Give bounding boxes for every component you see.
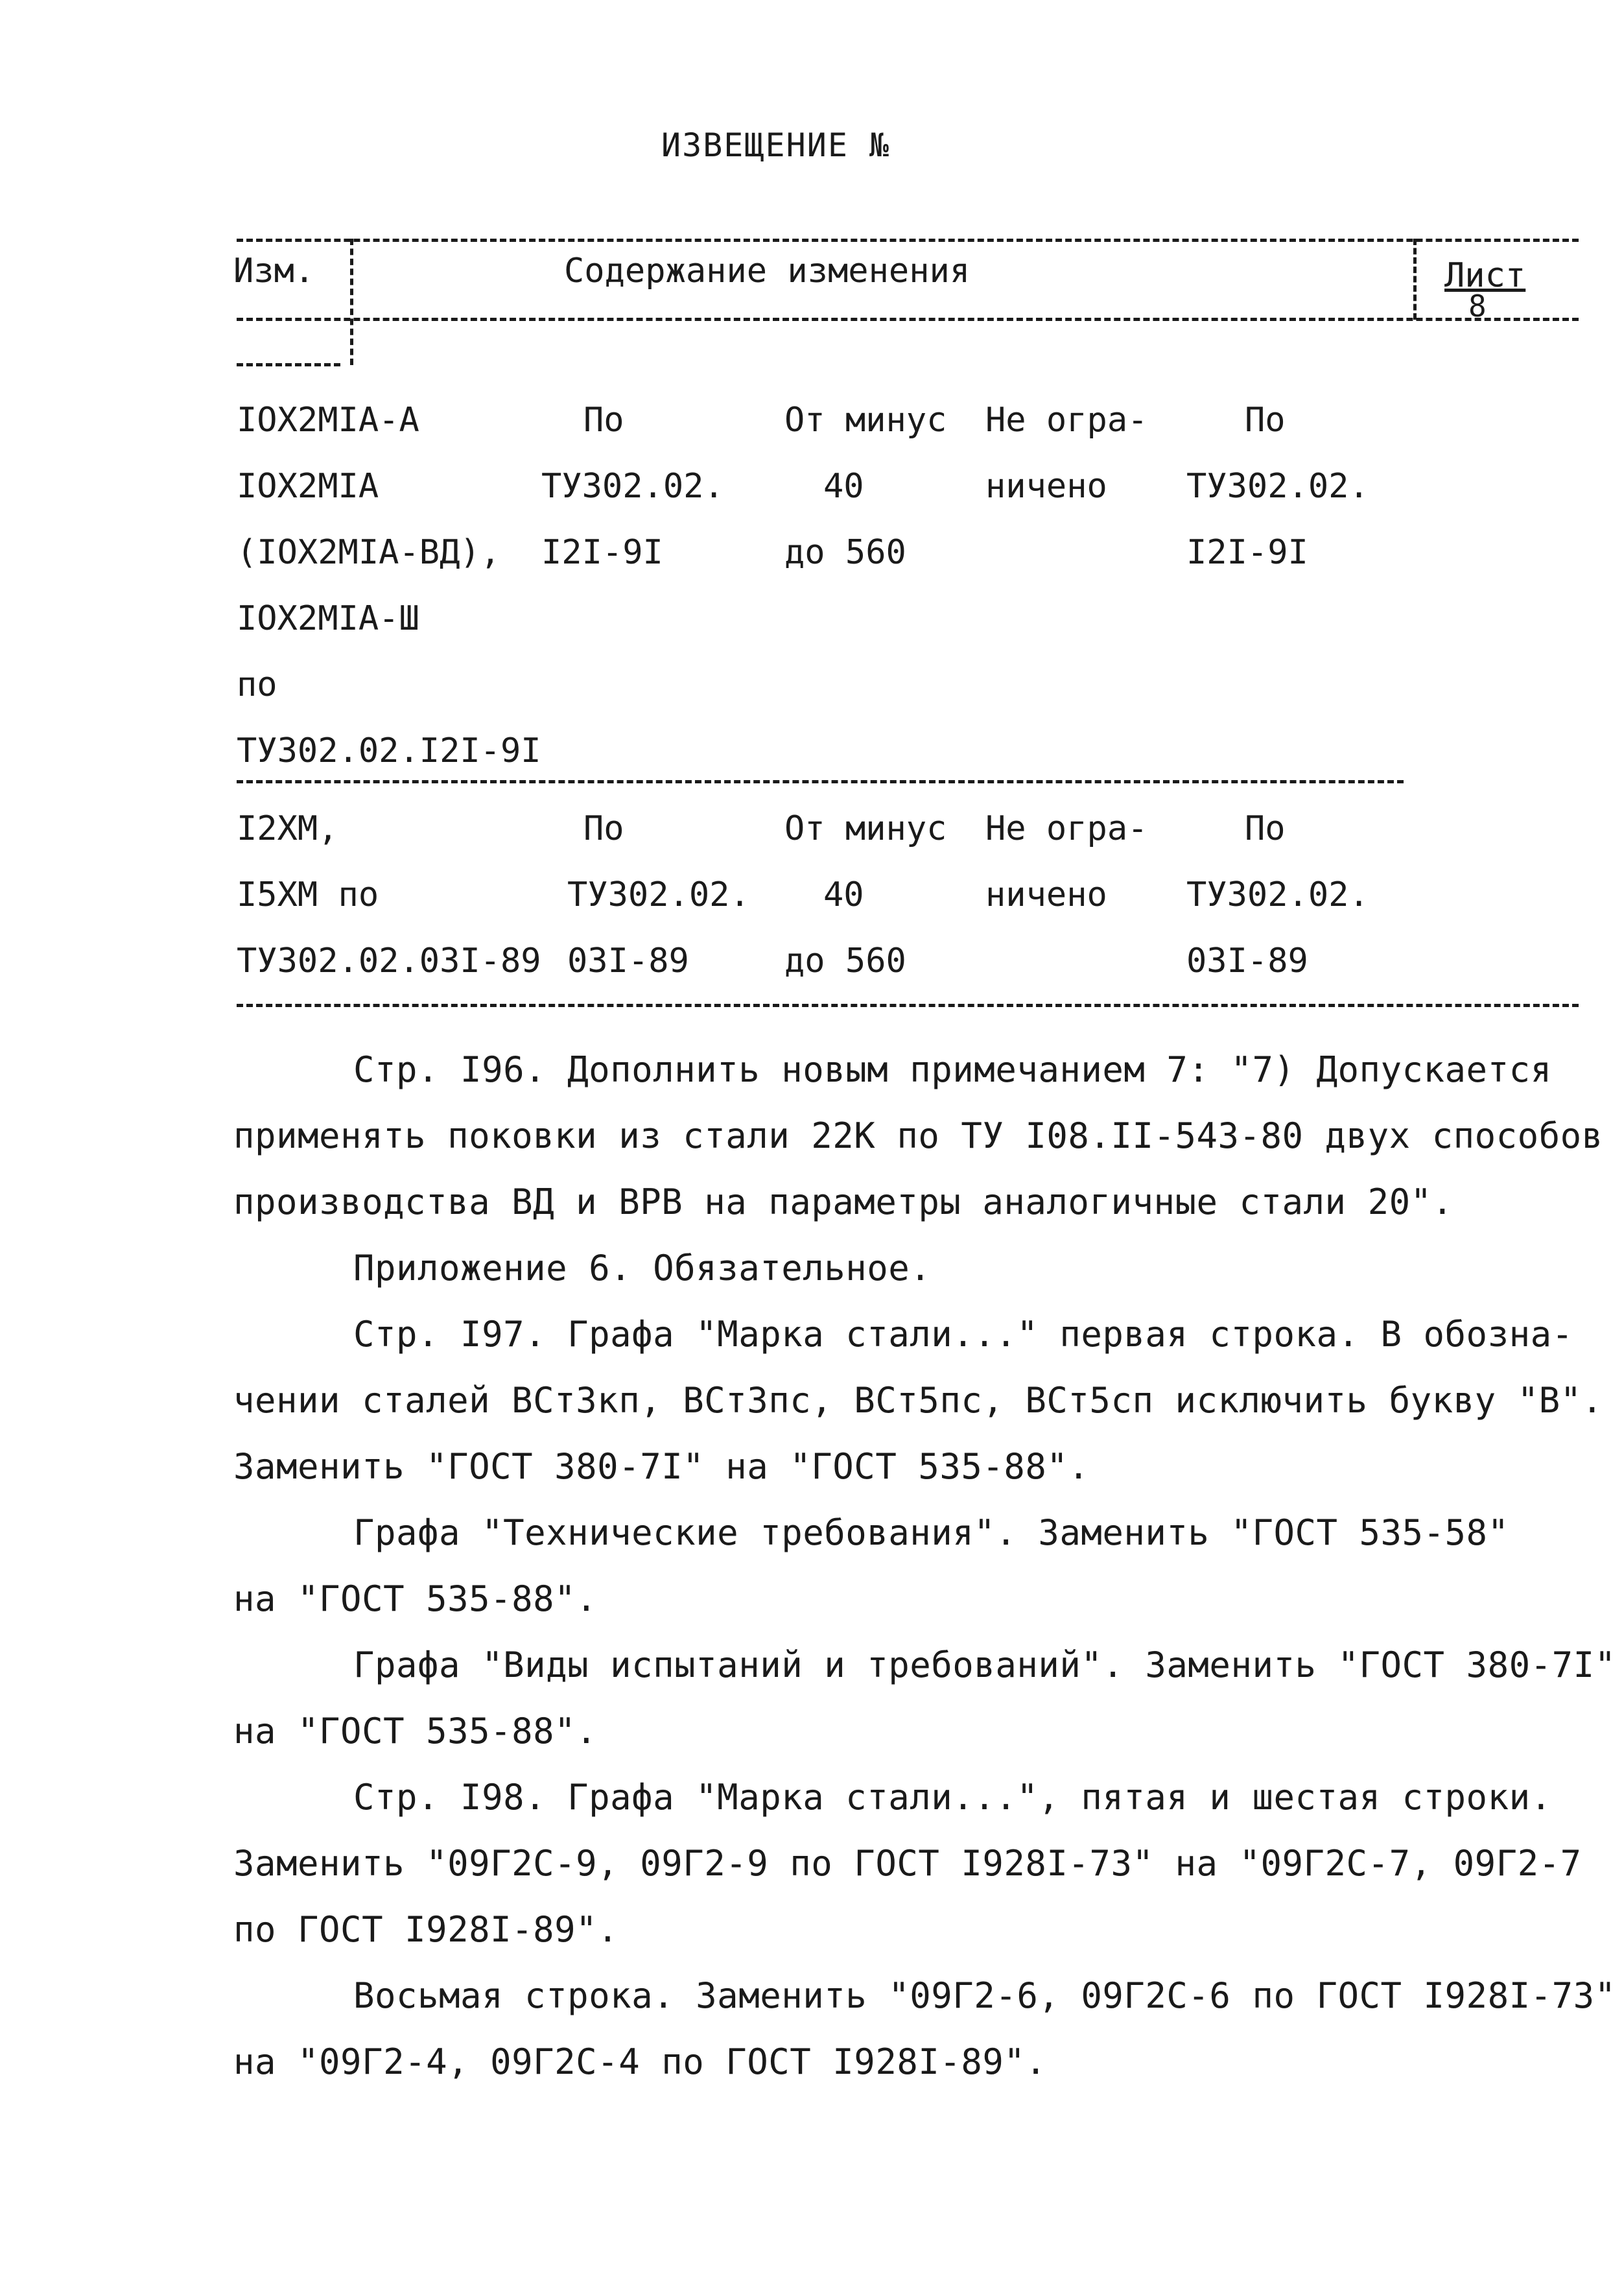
spec-line: По (583, 401, 624, 440)
header-mid-rule (237, 318, 1579, 321)
grade-line: ТУ302.02.03I-89 (237, 942, 541, 980)
body-line: Стр. I98. Графа "Марка стали...", пятая и шестая строки. (353, 1777, 1552, 1818)
body-line: Графа "Технические требования". Заменить "ГОСТ 535-58" (353, 1512, 1509, 1553)
doc-line: ТУ302.02. (1186, 875, 1369, 914)
page-title: ИЗВЕЩЕНИЕ № (661, 126, 891, 164)
header-sheet-label: Лист (1444, 256, 1526, 295)
limit-line: ничено (985, 467, 1107, 506)
body-line: на "ГОСТ 535-88". (233, 1578, 598, 1619)
table-bottom-rule (237, 1004, 1579, 1007)
spec-line: ТУ302.02. (567, 875, 750, 914)
limit-line: Не огра- (985, 809, 1148, 848)
body-line: по ГОСТ I928I-89". (233, 1909, 619, 1950)
header-bottom-rule (237, 363, 340, 366)
grade-line: (IOX2MIA-ВД), (237, 533, 500, 572)
temp-line: От минус (784, 401, 947, 440)
body-line: Восьмая строка. Заменить "09Г2-6, 09Г2С-6 по ГОСТ I928I-73" (353, 1975, 1616, 2016)
body-line: Стр. I97. Графа "Марка стали..." первая строка. В обозна- (353, 1314, 1573, 1355)
body-line: применять поковки из стали 22К по ТУ I08.II-543-80 двух способов (233, 1115, 1603, 1156)
limit-line: ничено (985, 875, 1107, 914)
doc-line: ТУ302.02. (1186, 467, 1369, 506)
grade-line: ТУ302.02.I2I-9I (237, 731, 541, 770)
grade-line: IOX2MIA (237, 467, 379, 506)
grade-line: по (237, 665, 277, 704)
doc-line: I2I-9I (1186, 533, 1308, 572)
doc-line: 03I-89 (1186, 942, 1308, 980)
grade-line: IOX2MIA-A (237, 401, 419, 440)
grade-line: IOX2MIA-Ш (237, 599, 419, 638)
body-line: Стр. I96. Дополнить новым примечанием 7: "7) Допускается (353, 1049, 1552, 1090)
header-divider-left (350, 239, 353, 365)
header-content-label: Содержание изменения (564, 252, 971, 291)
doc-line: По (1245, 401, 1286, 440)
doc-line: По (1245, 809, 1286, 848)
body-line: на "ГОСТ 535-88". (233, 1711, 598, 1752)
grade-line: I2XM, (237, 809, 338, 848)
row-separator (237, 780, 1404, 783)
spec-line: ТУ302.02. (541, 467, 724, 506)
header-divider-right (1413, 239, 1417, 320)
spec-line: 03I-89 (567, 942, 689, 980)
temp-line: до 560 (784, 942, 906, 980)
temp-line: 40 (823, 875, 864, 914)
body-line: чении сталей ВСт3кп, ВСт3пс, ВСт5пс, ВСт5сп исключить букву "В". (233, 1380, 1603, 1421)
body-line: на "09Г2-4, 09Г2С-4 по ГОСТ I928I-89". (233, 2041, 1047, 2082)
body-line: Заменить "09Г2С-9, 09Г2-9 по ГОСТ I928I-73" на "09Г2С-7, 09Г2-7 (233, 1843, 1582, 1884)
temp-line: до 560 (784, 533, 906, 572)
header-top-rule (237, 239, 1579, 242)
header-sheet-number: 8 (1468, 289, 1487, 324)
spec-line: По (583, 809, 624, 848)
header-change-label: Изм. (233, 252, 315, 291)
grade-line: I5XM по (237, 875, 379, 914)
body-line: Приложение 6. Обязательное. (353, 1248, 932, 1288)
temp-line: 40 (823, 467, 864, 506)
spec-line: I2I-9I (541, 533, 663, 572)
body-line: Графа "Виды испытаний и требований". Заменить "ГОСТ 380-7I" (353, 1645, 1616, 1685)
body-line: Заменить "ГОСТ 380-7I" на "ГОСТ 535-88". (233, 1446, 1090, 1487)
temp-line: От минус (784, 809, 947, 848)
limit-line: Не огра- (985, 401, 1148, 440)
body-line: производства ВД и ВРВ на параметры аналогичные стали 20". (233, 1182, 1453, 1222)
